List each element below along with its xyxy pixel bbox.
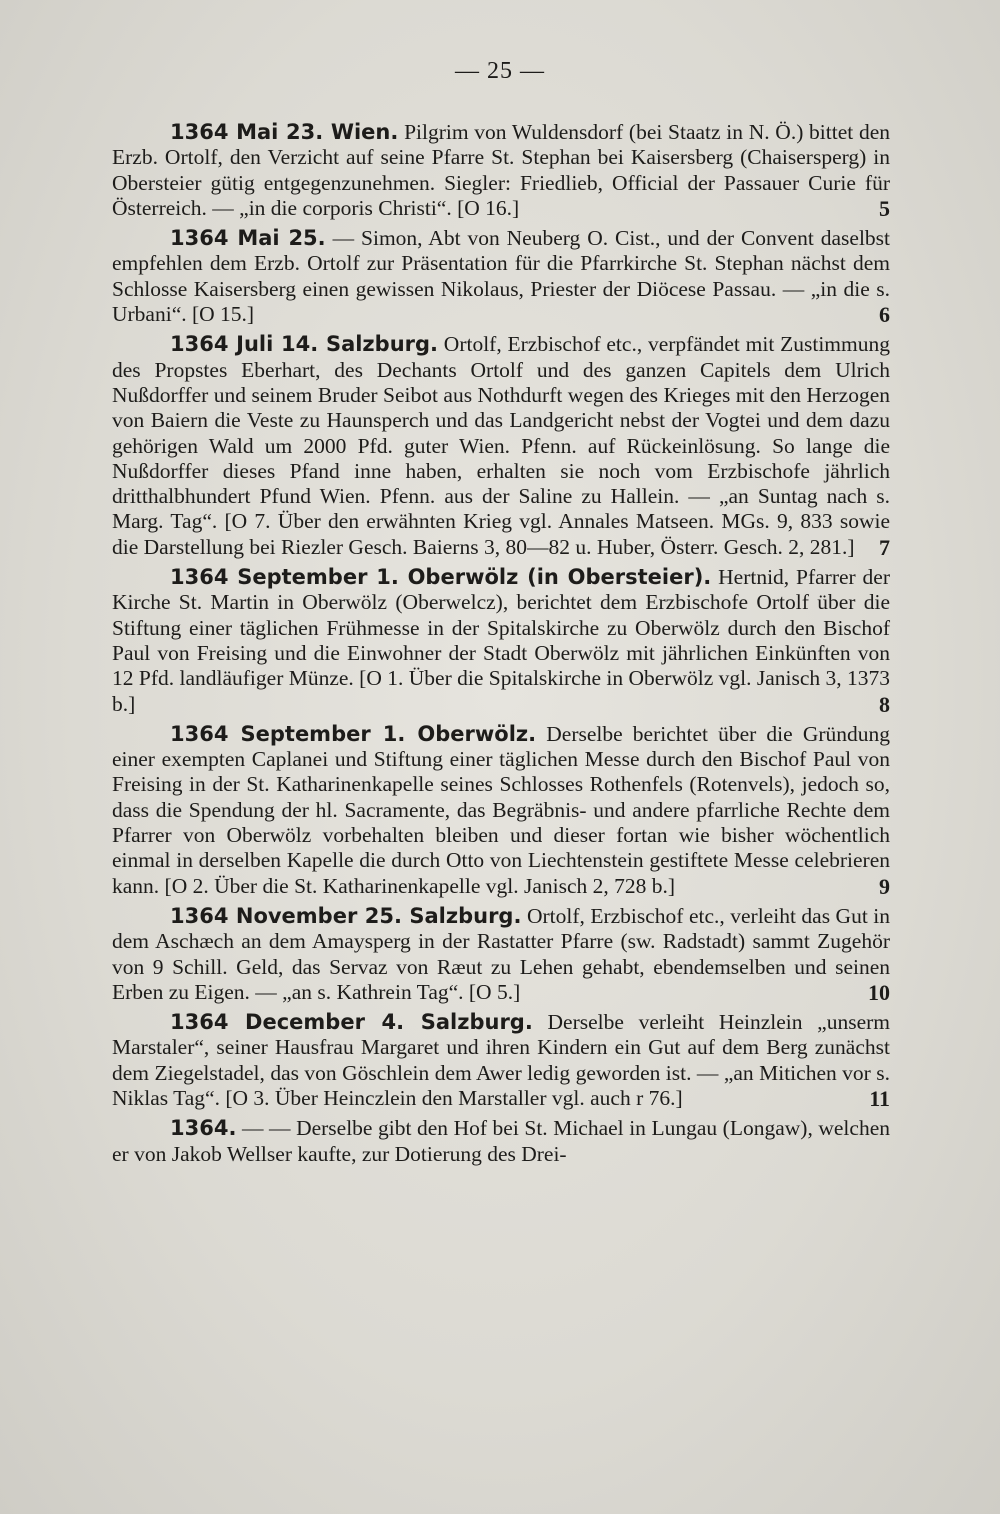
entry-body: Ortolf, Erzbischof etc., verleiht das Gut in dem Aschæch an dem Amaysperg in der Rastatter Pfarre (sw. Radstadt) sammt Zugehör von 9 Schill. Geld, das Servaz von Ræut zu Lehen gehabt, ebendemselben und seinen Erben zu Eigen. — „an s. Kathrein Tag“. [O 5.] [112, 903, 891, 1004]
entry-number: 10 [868, 979, 890, 1005]
regest-entry [112, 226, 890, 327]
entry-body: Ortolf, Erzbischof etc., verpfändet mit Zustimmung des Propstes Eberhart, des Dechants Ortolf und des ganzen Capitels dem Ulrich Nußdorffer und seinem Bruder Seibot aus Nothdurft wegen des Krieges mit den Herzogen von Baiern die Veste zu Haunsperch und das Landgericht nebst der Vogtei und dem dazu gehörigen Wald um 2000 Pfd. guter Wien. Pfenn. auf Rückeinlösung. So lange die Nußdorffer dieses Pfand inne haben, erhalten sie noch vom Erzbischofe jährlich dritthalbhundert Pfund Wien. Pfenn. aus der Saline zu Hallein. — „an Suntag nach s. Marg. Tag“. [O 7. Über den erwähnten Krieg vgl. Annales Matseen. MGs. 9, 833 sowie die Darstellung bei Riezler Gesch. Baierns 3, 80—82 u. Huber, Österr. Gesch. 2, 281.] [112, 332, 891, 559]
entry-number: 8 [879, 691, 890, 717]
regest-entry [112, 332, 890, 560]
entry-number: 6 [879, 302, 890, 328]
entry-date-place: 1364 November 25. Salzburg. [170, 903, 522, 928]
entry-date-place: 1364. [170, 1116, 237, 1141]
entry-body: Pilgrim von Wuldensdorf (bei Staatz in N. Ö.) bittet den Erzb. Ortolf, den Verzicht auf seine Pfarre St. Stephan bei Kaisersberg (Chaisersperg) in Obersteier gütig entgegenzunehmen. Siegler: Friedlieb, Official der Passauer Curie für Österreich. — „in die corporis Christi“. [O 16.] [112, 120, 890, 220]
regest-entry [112, 904, 890, 1005]
regest-entry [112, 1010, 890, 1111]
entry-body: — — Derselbe gibt den Hof bei St. Michael in Lungau (Longaw), welchen er von Jakob Wellser kaufte, zur Dotierung des Drei- [112, 1116, 890, 1166]
entry-date-place: 1364 September 1. Oberwölz. [170, 721, 537, 746]
page-number: — 25 — [455, 58, 545, 84]
entry-number: 7 [879, 534, 890, 560]
regest-entry [112, 1116, 890, 1167]
entry-number: 5 [879, 195, 890, 221]
entry-date-place: 1364 Juli 14. Salzburg. [170, 332, 439, 357]
regest-entry [112, 722, 890, 899]
entry-date-place: 1364 Mai 23. Wien. [170, 120, 399, 144]
entry-date-place: 1364 September 1. Oberwölz (in Obersteier). [170, 565, 712, 590]
entry-body: Derselbe berichtet über die Gründung einer exempten Caplanei und Stiftung einer täglichen Messe durch den Bischof Paul von Freising in der St. Katharinenkapelle seines Schlosses Rothenfels (Rotenvels), jedoch so, dass die Spendung der hl. Sacramente, das Begräbnis- und andere pfarrliche Rechte dem Pfarrer von Oberwölz vorbehalten bleiben und dieser fortan wie bisher wöchentlich einmal in derselben Kapelle die durch Otto von Liechtenstein gestiftete Messe celebrieren kann. [O 2. Über die St. Katharinenkapelle vgl. Janisch 2, 728 b.] [112, 721, 891, 898]
regesta-text [112, 120, 890, 1167]
regest-entry [112, 120, 890, 221]
entry-body: Hertnid, Pfarrer der Kirche St. Martin in Oberwölz (Oberwelcz), berichtet dem Erzbischofe Ortolf über die Stiftung einer täglichen Frühmesse in der Spitalskirche zu Oberwölz durch den Bischof Paul von Freising und die Einwohner der Stadt Oberwölz mit jährlichen Einkünften von 12 Pfd. landläufiger Münze. [O 1. Über die Spitalskirche in Oberwölz vgl. Janisch 3, 1373 b.] [112, 565, 891, 716]
entry-number: 9 [879, 873, 890, 899]
entry-number: 11 [869, 1085, 890, 1111]
entry-date-place: 1364 December 4. Salzburg. [170, 1010, 533, 1035]
entry-body: — Simon, Abt von Neuberg O. Cist., und der Convent daselbst empfehlen dem Erzb. Ortolf zur Präsentation für die Pfarrkirche St. Stephan nächst dem Schlosse Kaisersberg einen gewissen Nikolaus, Priester der Diöcese Passau. — „in die s. Urbani“. [O 15.] [112, 226, 891, 327]
entry-body: Derselbe verleiht Heinzlein „unserm Marstaler“, seiner Hausfrau Margaret und ihren Kindern ein Gut auf dem Berg zunächst dem Ziegelstadel, das von Göschlein dem Awer ledig geworden ist. — „an Mitichen vor s. Niklas Tag“. [O 3. Über Heinczlein den Marstaller vgl. auch r 76.] [112, 1010, 891, 1110]
regest-entry [112, 565, 890, 717]
entry-date-place: 1364 Mai 25. [170, 226, 326, 251]
